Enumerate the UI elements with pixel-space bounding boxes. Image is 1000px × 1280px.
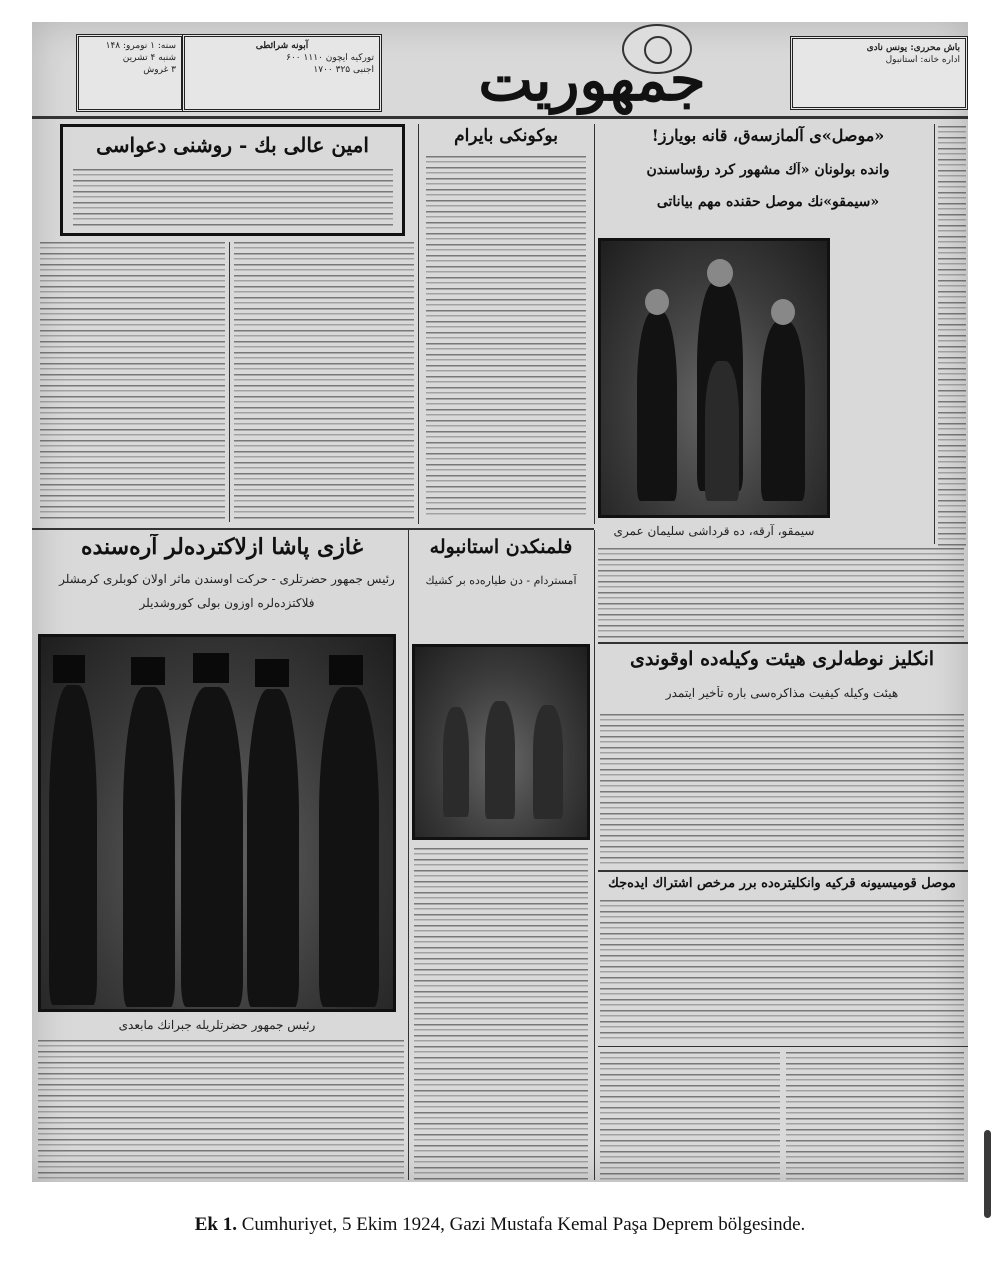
col-rule-6 — [594, 530, 595, 1180]
right-upper-text — [598, 548, 964, 638]
bayram-headline: بوکونکی بايرام — [454, 126, 558, 146]
box-article-text — [73, 169, 393, 229]
flemenk-figure-1 — [443, 707, 469, 817]
fez-3 — [193, 653, 229, 683]
flemenk-photo — [412, 644, 590, 840]
person-2 — [123, 687, 175, 1007]
box-article-title: امين عالی بك - روشنی دعواسی — [96, 133, 369, 157]
figure-caption — [0, 1214, 1000, 1236]
masthead-left-line-1: سنه: ۱ نومرو: ۱۴۸ — [105, 41, 176, 51]
gazi-sub-1: رئيس جمهور حضرتلری - حرکت اوسندن ماثر اولان کوبلری کرمشلر — [59, 572, 395, 586]
figure-1-head — [645, 289, 669, 315]
ingiliz-headline: انکليز نوطه‌لری هيئت وکيله‌ده اوقوندی — [629, 648, 935, 670]
right-rule-3 — [598, 1046, 968, 1047]
bottom-left-text — [38, 1040, 404, 1180]
masthead-right-line-1: باش محرری: يونس نادی — [866, 43, 960, 53]
gazi-photo — [38, 634, 396, 1012]
masthead-mid-box — [182, 34, 382, 112]
col-rule-4 — [934, 124, 935, 544]
figure-3-head — [771, 299, 795, 325]
scrollbar-thumb[interactable] — [984, 1130, 991, 1218]
mid-rule — [32, 528, 594, 530]
figure-4 — [705, 361, 739, 501]
right-edge-col — [938, 126, 966, 546]
flemenk-figure-3 — [533, 705, 563, 819]
left-text-col-2 — [234, 242, 414, 522]
masthead-left-line-2: شنبه ۴ تشرين — [122, 53, 176, 63]
right-rule-1 — [598, 642, 968, 644]
right-rule-2 — [598, 870, 968, 872]
flemenk-sub: آمستردام - دن طياره‌ده بر کشيك — [425, 574, 577, 587]
gazi-photo-caption: رئيس جمهور حضرتلريله جبرانك مابعدی — [118, 1018, 316, 1032]
fez-4 — [255, 659, 289, 687]
col-rule-5 — [408, 530, 409, 1180]
mosul-headline-3: «سيمقو»نك موصل حقنده مهم بياناتی — [656, 194, 880, 210]
figure-2-head — [707, 259, 733, 287]
person-3-gazi — [181, 687, 243, 1007]
masthead-title: جمهوريت — [478, 46, 706, 114]
masthead-rule — [32, 116, 968, 119]
figure-1 — [637, 311, 677, 501]
person-4 — [247, 689, 299, 1007]
mosul-komisyon-headline: موصل قوميسيونه قرکيه وانکليتره‌ده برر مرخص اشتراك ايده‌جك — [608, 876, 956, 891]
col-rule-1 — [229, 242, 230, 522]
masthead-left-box — [76, 34, 184, 112]
flemenk-headline: فلمنکدن استانبوله — [429, 536, 573, 558]
bayram-text — [426, 156, 586, 518]
masthead-left-line-3: ۳ غروش — [143, 65, 176, 75]
person-5 — [319, 687, 379, 1007]
person-1 — [49, 685, 97, 1005]
bottom-right-text-1 — [600, 1052, 780, 1180]
flemenk-text — [414, 848, 588, 1180]
col-rule-3 — [594, 124, 595, 524]
masthead-mid-line-2: اجنبی ۳۲۵ ۱۷۰۰ — [313, 65, 374, 75]
mosul-headline-2: وانده بولونان «آك مشهور کرد رؤساسندن — [646, 162, 890, 178]
masthead-right-box — [790, 36, 968, 110]
boxed-article — [60, 124, 405, 236]
caption-label: Ek 1. — [194, 1214, 237, 1235]
ingiliz-sub: هيئت وکيله کيفيت مذاکره‌سی باره تأخير ايتمدر — [665, 686, 899, 700]
masthead-mid-title: آبونه شرائطی — [255, 41, 309, 51]
col-rule-2 — [418, 124, 419, 524]
gazi-sub-2: فلاکتزده‌لره اوزون بولی کوروشديلر — [139, 596, 315, 610]
newspaper-scan — [32, 22, 968, 1182]
mosul-headline-1: «موصل»ی آلمازسه‌ق، قانه بويارز! — [651, 126, 885, 145]
bottom-right-text-2 — [786, 1052, 964, 1180]
left-text-col-1 — [40, 242, 225, 522]
masthead-mid-line-1: تورکيه ايچون ۱۱۱۰ ۶۰۰ — [286, 53, 374, 63]
figure-3 — [761, 321, 805, 501]
ingiliz-text — [600, 714, 964, 864]
simko-photo-caption: سيمقو، آرقه، ده قرداشی سليمان عمری — [613, 524, 815, 538]
gazi-headline: غازی پاشا ازلاکترده‌لر آره‌سنده — [80, 534, 364, 560]
flemenk-figure-2 — [485, 701, 515, 819]
simko-photo — [598, 238, 830, 518]
fez-5 — [329, 655, 363, 685]
fez-2 — [131, 657, 165, 685]
masthead-right-line-2: اداره خانه: استانبول — [885, 55, 960, 65]
caption-text: Cumhuriyet, 5 Ekim 1924, Gazi Mustafa Kemal Paşa Deprem bölgesinde. — [241, 1214, 806, 1235]
fez-1 — [53, 655, 85, 683]
mosul-komisyon-text — [600, 900, 964, 1040]
